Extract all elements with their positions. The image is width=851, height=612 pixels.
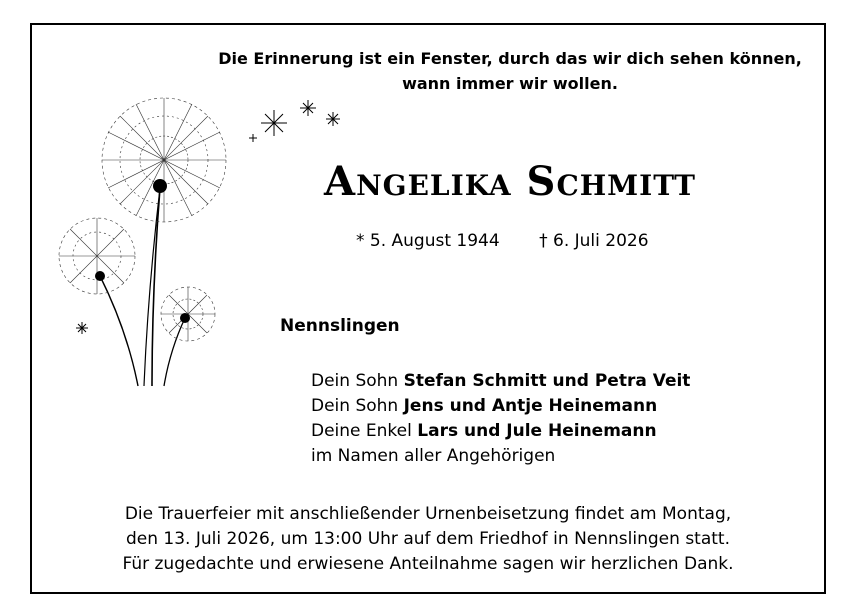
place-name: Nennslingen	[280, 316, 400, 336]
quote-line-1: Die Erinnerung ist ein Fenster, durch das wir dich sehen können,	[218, 49, 802, 68]
mourners-list	[311, 369, 690, 469]
quote-line-2: wann immer wir wollen.	[402, 74, 618, 93]
mourner-line: im Namen aller Angehörigen	[311, 446, 556, 466]
deceased-name: Angelika Schmitt	[324, 158, 696, 205]
memorial-quote	[200, 46, 820, 96]
funeral-notice	[40, 502, 816, 577]
life-dates	[356, 231, 649, 251]
dandelion-illustration	[52, 90, 352, 390]
death-date: † 6. Juli 2026	[539, 231, 649, 251]
birth-date: * 5. August 1944	[356, 231, 500, 251]
mourner-line: Dein Sohn Stefan Schmitt und Petra Veit	[311, 371, 691, 391]
notice-line-2: den 13. Juli 2026, um 13:00 Uhr auf dem Friedhof in Nennslingen statt.	[126, 529, 730, 549]
mourner-line: Dein Sohn Jens und Antje Heinemann	[311, 396, 658, 416]
mourner-line: Deine Enkel Lars und Jule Heinemann	[311, 421, 657, 441]
notice-line-1: Die Trauerfeier mit anschließender Urnenbeisetzung findet am Montag,	[124, 504, 732, 524]
notice-line-3: Für zugedachte und erwiesene Anteilnahme sagen wir herzlichen Dank.	[122, 554, 734, 574]
